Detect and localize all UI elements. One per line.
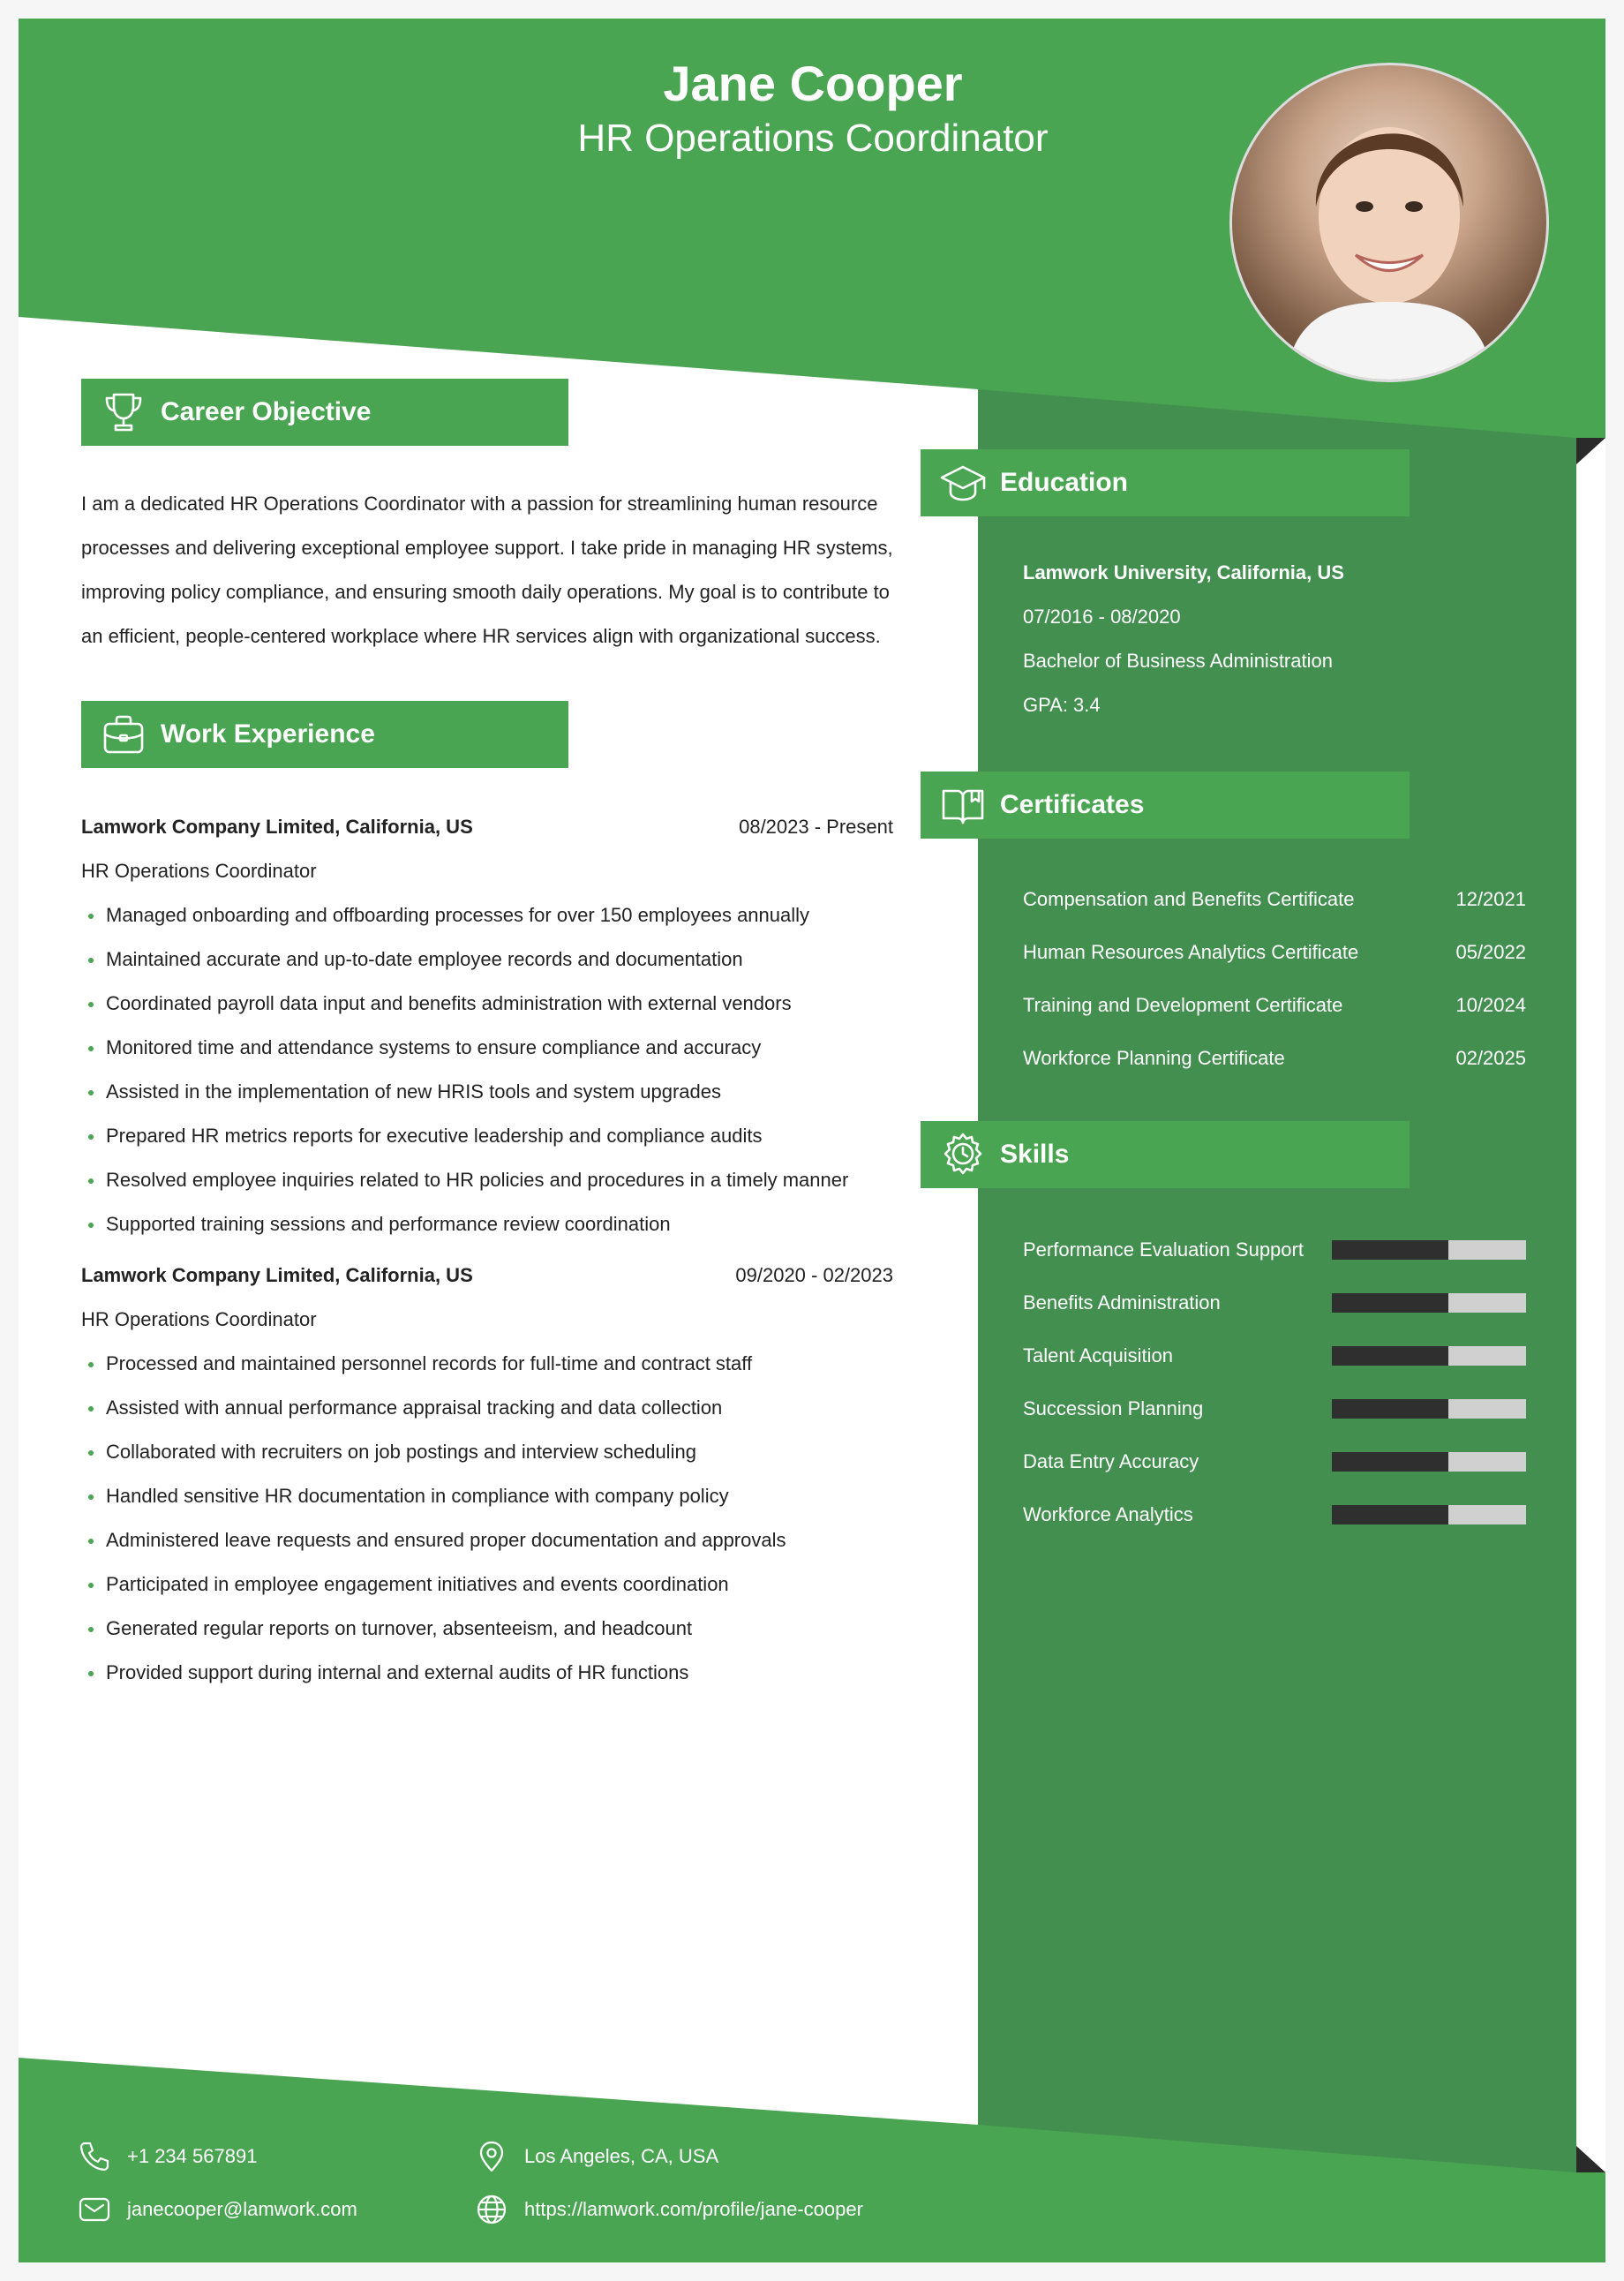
list-item: Coordinated payroll data input and benefits administration with external vendors	[81, 982, 893, 1026]
contact-email[interactable]	[78, 2192, 357, 2227]
list-item	[1023, 1488, 1526, 1541]
certificate-date: 12/2021	[1455, 888, 1526, 910]
map-pin-icon	[475, 2140, 508, 2173]
certificate-name: Human Resources Analytics Certificate	[1023, 941, 1359, 963]
gear-clock-icon	[938, 1130, 988, 1179]
envelope-icon	[78, 2193, 111, 2226]
globe-icon	[475, 2193, 508, 2226]
certificates-list	[1023, 873, 1526, 1085]
list-item: Participated in employee engagement initiatives and events coordination	[81, 1562, 893, 1607]
skill-name: Benefits Administration	[1023, 1291, 1221, 1314]
education-header	[921, 449, 1410, 516]
book-icon	[938, 780, 988, 830]
profile-photo	[1229, 63, 1549, 382]
list-item	[1023, 1032, 1526, 1085]
job-company: Lamwork Company Limited, California, US	[81, 1264, 473, 1286]
objective-line: improving policy compliance, and ensuring smooth daily operations. My goal is to contribute to	[81, 581, 890, 603]
skill-name: Performance Evaluation Support	[1023, 1238, 1304, 1261]
list-item	[1023, 979, 1526, 1032]
education-dates: 07/2016 - 08/2020	[1023, 606, 1181, 628]
career-objective-header	[81, 379, 568, 446]
education-details	[1023, 551, 1344, 727]
list-item	[1023, 1435, 1526, 1488]
list-item	[1023, 1276, 1526, 1329]
skill-level-bar	[1332, 1505, 1526, 1524]
contact-location-text: Los Angeles, CA, USA	[524, 2145, 719, 2167]
skill-level-fill	[1332, 1346, 1448, 1366]
list-item	[1023, 926, 1526, 979]
job-company: Lamwork Company Limited, California, US	[81, 816, 473, 838]
list-item: Assisted in the implementation of new HRIS tools and system upgrades	[81, 1070, 893, 1114]
list-item	[1023, 873, 1526, 926]
objective-line: I am a dedicated HR Operations Coordinator with a passion for streamlining human resource	[81, 493, 878, 515]
job-entry	[81, 1253, 893, 1695]
list-item: Collaborated with recruiters on job postings and interview scheduling	[81, 1430, 893, 1474]
skills-list	[1023, 1223, 1526, 1541]
skill-level-bar	[1332, 1452, 1526, 1472]
certificate-name: Workforce Planning Certificate	[1023, 1047, 1285, 1069]
career-objective-title: Career Objective	[161, 397, 372, 426]
list-item: Processed and maintained personnel records for full-time and contract staff	[81, 1342, 893, 1386]
contact-phone-text: +1 234 567891	[127, 2145, 258, 2167]
skill-level-fill	[1332, 1240, 1448, 1260]
list-item: Handled sensitive HR documentation in compliance with company policy	[81, 1474, 893, 1518]
sidebar-fold-top	[1576, 438, 1605, 464]
list-item: Provided support during internal and external audits of HR functions	[81, 1651, 893, 1695]
certificate-name: Training and Development Certificate	[1023, 994, 1343, 1016]
skill-level-bar	[1332, 1293, 1526, 1313]
education-gpa: GPA: 3.4	[1023, 694, 1101, 716]
skill-name: Workforce Analytics	[1023, 1503, 1193, 1525]
list-item: Assisted with annual performance appraisal tracking and data collection	[81, 1386, 893, 1430]
briefcase-icon	[99, 710, 148, 759]
list-item: Resolved employee inquiries related to HR policies and procedures in a timely manner	[81, 1158, 893, 1202]
skill-level-fill	[1332, 1452, 1448, 1472]
certificate-date: 02/2025	[1455, 1047, 1526, 1069]
skill-name: Data Entry Accuracy	[1023, 1450, 1199, 1472]
job-bullets	[81, 893, 893, 1246]
job-position: HR Operations Coordinator	[81, 860, 317, 882]
list-item: Generated regular reports on turnover, absenteeism, and headcount	[81, 1607, 893, 1651]
graduation-cap-icon	[938, 458, 988, 508]
certificate-date: 10/2024	[1455, 994, 1526, 1016]
skills-title: Skills	[1000, 1140, 1070, 1169]
skill-level-bar	[1332, 1346, 1526, 1366]
resume-page	[19, 19, 1605, 2262]
certificate-name: Compensation and Benefits Certificate	[1023, 888, 1355, 910]
trophy-icon	[99, 388, 148, 437]
skill-level-fill	[1332, 1399, 1448, 1419]
job-position: HR Operations Coordinator	[81, 1308, 317, 1330]
objective-line: an efficient, people-centered workplace where HR services align with organizational success.	[81, 625, 881, 647]
contact-website[interactable]	[475, 2192, 863, 2227]
certificate-date: 05/2022	[1455, 941, 1526, 963]
work-experience-title: Work Experience	[161, 719, 375, 749]
list-item: Maintained accurate and up-to-date employee records and documentation	[81, 937, 893, 982]
work-experience-header	[81, 701, 568, 768]
objective-line: processes and delivering exceptional employee support. I take pride in managing HR systems,	[81, 537, 893, 559]
skill-name: Succession Planning	[1023, 1397, 1204, 1419]
sidebar-fold-bottom	[1576, 2146, 1605, 2172]
skill-level-fill	[1332, 1293, 1448, 1313]
job-dates: 09/2020 - 02/2023	[735, 1264, 893, 1286]
job-bullets	[81, 1342, 893, 1695]
job-dates: 08/2023 - Present	[739, 816, 893, 838]
certificates-title: Certificates	[1000, 790, 1145, 819]
skills-header	[921, 1121, 1410, 1188]
list-item	[1023, 1223, 1526, 1276]
education-school: Lamwork University, California, US	[1023, 561, 1344, 583]
skill-level-fill	[1332, 1505, 1448, 1524]
education-degree: Bachelor of Business Administration	[1023, 650, 1333, 672]
contact-email-text: janecooper@lamwork.com	[127, 2198, 357, 2220]
person-name: Jane Cooper	[663, 56, 963, 111]
list-item: Monitored time and attendance systems to ensure compliance and accuracy	[81, 1026, 893, 1070]
list-item: Administered leave requests and ensured proper documentation and approvals	[81, 1518, 893, 1562]
list-item	[1023, 1329, 1526, 1382]
skill-name: Talent Acquisition	[1023, 1344, 1173, 1366]
skill-level-bar	[1332, 1240, 1526, 1260]
list-item: Supported training sessions and performance review coordination	[81, 1202, 893, 1246]
career-objective-text	[81, 482, 893, 659]
person-role: HR Operations Coordinator	[577, 117, 1049, 160]
skill-level-bar	[1332, 1399, 1526, 1419]
list-item	[1023, 1382, 1526, 1435]
job-entry	[81, 805, 893, 1246]
contact-phone[interactable]	[78, 2139, 257, 2174]
contact-location	[475, 2139, 718, 2174]
list-item: Managed onboarding and offboarding processes for over 150 employees annually	[81, 893, 893, 937]
contact-website-text: https://lamwork.com/profile/jane-cooper	[524, 2198, 863, 2220]
certificates-header	[921, 772, 1410, 839]
list-item: Prepared HR metrics reports for executive leadership and compliance audits	[81, 1114, 893, 1158]
education-title: Education	[1000, 468, 1129, 497]
phone-icon	[78, 2140, 111, 2173]
